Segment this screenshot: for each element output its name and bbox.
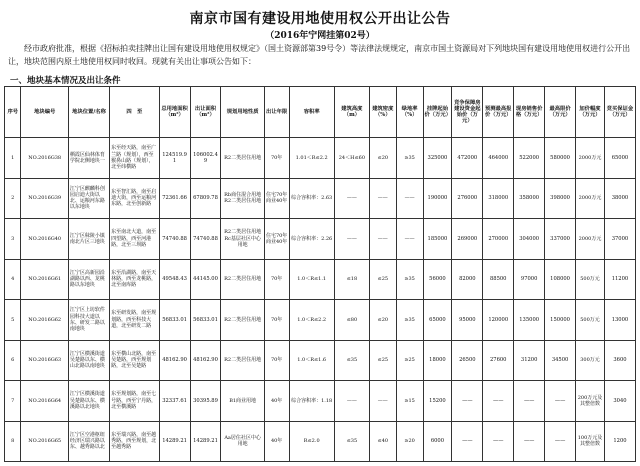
cell-inc: 2000万元 [576, 138, 605, 179]
cell-pred: 464000 [483, 138, 514, 179]
cell-loc: 江宁区秣陵小镇南北片区三地块 [68, 219, 109, 260]
cell-density: ≤20 [369, 138, 396, 179]
cell-bzf: 95000 [452, 300, 483, 341]
cell-bzf: 82000 [452, 259, 483, 300]
cell-bzf: 472000 [452, 138, 483, 179]
cell-height: ≤35 [334, 421, 369, 462]
column-header: 预测最高报价（万元） [483, 87, 514, 138]
cell-total: 14289.21 [159, 421, 190, 462]
cell-density: —— [369, 219, 396, 260]
cell-dep: 38000 [604, 178, 635, 219]
column-header: 加价幅度（万元） [576, 87, 605, 138]
cell-far: 综合容积率：2.26 [289, 219, 334, 260]
cell-years: 40年 [264, 381, 289, 422]
cell-years: 70年 [264, 340, 289, 381]
cell-far: 1.01＜R≤2.2 [289, 138, 334, 179]
cell-green: ≥25 [396, 340, 423, 381]
cell-sell: 56833.01 [190, 300, 221, 341]
cell-start: 15200 [423, 381, 452, 422]
cell-bound: 东至沿湖路，南至天林路，西至龙桃路，北至南库路 [110, 259, 159, 300]
cell-xf: —— [514, 421, 545, 462]
table-row [5, 178, 636, 219]
column-header: 建筑高度（m） [334, 87, 369, 138]
cell-start: 56000 [423, 259, 452, 300]
cell-total: 74740.88 [159, 219, 190, 260]
column-header: 竞争保障房建设资金起始价（万元） [452, 87, 483, 138]
cell-pred: 318000 [483, 178, 514, 219]
cell-years: 70年 [264, 138, 289, 179]
page-title: 南京市国有建设用地使用权公开出让公告 [189, 11, 451, 27]
cell-no: 1 [5, 138, 21, 179]
cell-height: ≤80 [334, 300, 369, 341]
cell-height: —— [334, 178, 369, 219]
cell-start: 325000 [423, 138, 452, 179]
cell-inc: 100万元及其整倍数 [576, 421, 605, 462]
cell-pred: 270000 [483, 219, 514, 260]
cell-bound: 东至规划路，南至七号路，西至宁丹路，北至横溪路 [110, 381, 159, 422]
table-body [5, 138, 636, 462]
cell-sell: 48162.90 [190, 340, 221, 381]
section-heading: 一、地块基本情况及出让条件 [10, 76, 121, 86]
cell-use: B1商业用地 [221, 381, 264, 422]
column-header: 四 至 [110, 87, 159, 138]
cell-height: ≤35 [334, 340, 369, 381]
cell-green: ≥35 [396, 138, 423, 179]
cell-green: —— [396, 219, 423, 260]
cell-dep: 37000 [604, 219, 635, 260]
cell-far: 综合容积率：1.18 [289, 381, 334, 422]
cell-use: R2二类居住用地 [221, 259, 264, 300]
cell-xf: 304000 [514, 219, 545, 260]
cell-sell: 106002.49 [190, 138, 221, 179]
cell-far: 1.0＜R≤2.2 [289, 300, 334, 341]
cell-far: R≤2.0 [289, 421, 334, 462]
cell-inc: 300万元 [576, 340, 605, 381]
cell-use: Aa居住社区中心用地 [221, 421, 264, 462]
table-row [5, 300, 636, 341]
cell-code: NO.2016G62 [21, 300, 68, 341]
column-header: 总用地面积（m²） [159, 87, 190, 138]
intro-paragraph: 经市政府批准，根据《招标拍卖挂牌出让国有建设用地使用权规定》（国土资源部第39号令）等法律法规规定，南京市国土资源局对下列地块国有建设用地使用权进行公开出让，地块范围内原土地使用权同时收回。现就有关出让事项公告如下： [8, 44, 631, 66]
table-row [5, 381, 636, 422]
table-row [5, 259, 636, 300]
column-header: 地块编号 [21, 87, 68, 138]
cell-green: ≥15 [396, 381, 423, 422]
cell-total: 72361.66 [159, 178, 190, 219]
cell-height: 24＜H≤60 [334, 138, 369, 179]
cell-total: 32337.61 [159, 381, 190, 422]
cell-total: 49548.43 [159, 259, 190, 300]
cell-max: 398000 [545, 178, 576, 219]
column-header: 规划用地性质 [221, 87, 264, 138]
cell-no: 4 [5, 259, 21, 300]
cell-use: Rb商住混合用地R2二类居住用地 [221, 178, 264, 219]
cell-loc: 栖霞区仙林体育学院北侧地块一 [68, 138, 109, 179]
column-header: 出让面积（m²） [190, 87, 221, 138]
cell-max: 108000 [545, 259, 576, 300]
cell-no: 7 [5, 381, 21, 422]
cell-code: NO.2016G63 [21, 340, 68, 381]
column-header: 出让年限 [264, 87, 289, 138]
cell-sell: 44145.00 [190, 259, 221, 300]
cell-max: 580000 [545, 138, 576, 179]
cell-years: 住宅70年商业40年 [264, 219, 289, 260]
cell-xf: 358000 [514, 178, 545, 219]
column-header: 最高限价（万元） [545, 87, 576, 138]
cell-far: 综合容积率：2.63 [289, 178, 334, 219]
cell-height: —— [334, 381, 369, 422]
cell-use: R2二类居住用地 [221, 300, 264, 341]
cell-xf: 135000 [514, 300, 545, 341]
cell-bound: 东至南北大道，南至四望路，西至河港路，北至三坝路 [110, 219, 159, 260]
cell-no: 3 [5, 219, 21, 260]
column-header: 地块位置/名称 [68, 87, 109, 138]
cell-use: R2二类居住用地 [221, 340, 264, 381]
cell-density: ≤25 [369, 259, 396, 300]
land-parcels-table [4, 86, 636, 462]
cell-sell: 30395.89 [190, 381, 221, 422]
cell-green: —— [396, 178, 423, 219]
column-header: 容积率 [289, 87, 334, 138]
cell-dep: 13000 [604, 300, 635, 341]
column-header: 绿地率（%） [396, 87, 423, 138]
column-header: 序号 [5, 87, 21, 138]
cell-pred: 120000 [483, 300, 514, 341]
table-row [5, 421, 636, 462]
cell-sell: 74740.88 [190, 219, 221, 260]
cell-bzf: 26500 [452, 340, 483, 381]
cell-code: NO.2016G61 [21, 259, 68, 300]
cell-inc: 500万元 [576, 300, 605, 341]
cell-code: NO.2016G39 [21, 178, 68, 219]
cell-inc: 200万元及其整倍数 [576, 381, 605, 422]
cell-years: 40年 [264, 421, 289, 462]
cell-pred: 88500 [483, 259, 514, 300]
table-row [5, 138, 636, 179]
cell-code: NO.2016G65 [21, 421, 68, 462]
cell-dep: 1200 [604, 421, 635, 462]
cell-bzf: —— [452, 421, 483, 462]
cell-far: 1.0＜R≤1.6 [289, 340, 334, 381]
cell-bzf: —— [452, 381, 483, 422]
cell-max: —— [545, 421, 576, 462]
cell-bound: 东至研发路，南至规划路，西至科技大道，北至研发二路 [110, 300, 159, 341]
column-header: 挂牌起始价（万元） [423, 87, 452, 138]
cell-far: 1.0＜R≤1.1 [289, 259, 334, 300]
cell-density: ≤40 [369, 421, 396, 462]
cell-dep: 3040 [604, 381, 635, 422]
cell-green: ≥35 [396, 300, 423, 341]
cell-green: ≥35 [396, 259, 423, 300]
cell-xf: 31200 [514, 340, 545, 381]
cell-bzf: 276000 [452, 178, 483, 219]
cell-pred: —— [483, 421, 514, 462]
cell-pred: 27600 [483, 340, 514, 381]
cell-loc: 江宁区横溪街道吴楚路以东、横山北路以南地块 [68, 340, 109, 381]
cell-pred: —— [483, 381, 514, 422]
cell-dep: 11200 [604, 259, 635, 300]
table-row [5, 340, 636, 381]
cell-green: ≥20 [396, 421, 423, 462]
cell-years: 住宅70年商业40年 [264, 178, 289, 219]
column-header: 建筑密度（%） [369, 87, 396, 138]
cell-max: 337000 [545, 219, 576, 260]
cell-sell: 67809.78 [190, 178, 221, 219]
announcement-number: （2016年宁网挂第02号） [265, 31, 375, 41]
cell-bound: 东至经天路，南至广兰路（规划），西至猴鼻山路（规划），北至纬横路 [110, 138, 159, 179]
cell-bound: 东至横山北路，南至吴楚路，西至规划路，北至吴楚路 [110, 340, 159, 381]
cell-code: NO.2016G38 [21, 138, 68, 179]
cell-loc: 江宁区横溪街道吴楚路以东、横溪路以北地块 [68, 381, 109, 422]
cell-loc: 江宁区空港枢纽经济区瑞兴路以东、越秀路以北 [68, 421, 109, 462]
cell-inc: 2000万元 [576, 219, 605, 260]
cell-bzf: 269000 [452, 219, 483, 260]
cell-start: 18000 [423, 340, 452, 381]
cell-max: 150000 [545, 300, 576, 341]
cell-max: 34500 [545, 340, 576, 381]
cell-density: ≤25 [369, 340, 396, 381]
cell-xf: 97000 [514, 259, 545, 300]
cell-bound: 东至智汇路，南至启迪大街，西至运粮河东路，北至创新路 [110, 178, 159, 219]
cell-dep: 3600 [604, 340, 635, 381]
cell-loc: 江宁区上坊软件园科技大道以东、研发二路以南地块 [68, 300, 109, 341]
column-header: 现房销售价格（万元） [514, 87, 545, 138]
cell-xf: 522000 [514, 138, 545, 179]
cell-bound: 东至瑞兴路，南至越秀路，西至规划，北至越秀路 [110, 421, 159, 462]
cell-no: 2 [5, 178, 21, 219]
cell-loc: 江宁区高新园沿湖路以西、龙桃路以东地块 [68, 259, 109, 300]
cell-max: —— [545, 381, 576, 422]
cell-code: NO.2016G64 [21, 381, 68, 422]
table-header-row [5, 87, 636, 138]
table-row [5, 219, 636, 260]
cell-inc: 500万元 [576, 259, 605, 300]
cell-density: ≤20 [369, 300, 396, 341]
cell-height: ≤18 [334, 259, 369, 300]
cell-no: 6 [5, 340, 21, 381]
cell-start: 6000 [423, 421, 452, 462]
cell-total: 56833.01 [159, 300, 190, 341]
cell-density: —— [369, 381, 396, 422]
cell-xf: —— [514, 381, 545, 422]
cell-loc: 江宁区麒麟科创园启迪大街以北、运粮河东路以东地块 [68, 178, 109, 219]
cell-no: 8 [5, 421, 21, 462]
cell-no: 5 [5, 300, 21, 341]
cell-code: NO.2016G40 [21, 219, 68, 260]
cell-total: 124519.91 [159, 138, 190, 179]
column-header: 竞买保证金（万元） [604, 87, 635, 138]
cell-height: —— [334, 219, 369, 260]
cell-use: R2二类居住用地 [221, 138, 264, 179]
cell-years: 70年 [264, 300, 289, 341]
cell-years: 70年 [264, 259, 289, 300]
cell-total: 48162.90 [159, 340, 190, 381]
cell-start: 190000 [423, 178, 452, 219]
cell-use: R2二类居住用地Rc基层社区中心用地 [221, 219, 264, 260]
cell-dep: 65000 [604, 138, 635, 179]
cell-inc: 2000万元 [576, 178, 605, 219]
cell-density: —— [369, 178, 396, 219]
cell-start: 65000 [423, 300, 452, 341]
cell-sell: 14289.21 [190, 421, 221, 462]
cell-start: 185000 [423, 219, 452, 260]
